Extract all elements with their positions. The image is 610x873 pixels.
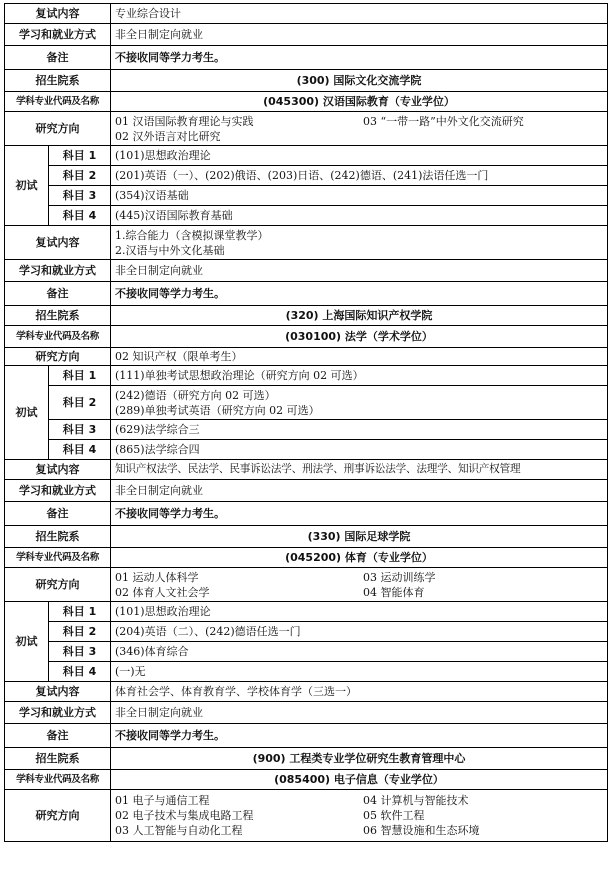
mode-value: 非全日制定向就业 bbox=[111, 260, 608, 282]
mode-row bbox=[5, 260, 608, 282]
note-label: 备注 bbox=[5, 724, 111, 748]
subject-row bbox=[5, 602, 608, 622]
direction-item: 02 电子技术与集成电路工程 bbox=[115, 809, 254, 822]
direction-item: 05 软件工程 bbox=[363, 809, 425, 822]
initial-label: 初试 bbox=[5, 146, 49, 226]
review-label: 复试内容 bbox=[5, 226, 111, 260]
subject-label: 科目 3 bbox=[49, 642, 111, 662]
mode-row bbox=[5, 702, 608, 724]
subject-row bbox=[5, 166, 608, 186]
major-label: 学科专业代码及名称 bbox=[5, 770, 111, 790]
subject-label: 科目 4 bbox=[49, 440, 111, 460]
subject-value: (865)法学综合四 bbox=[111, 440, 608, 460]
direction-label: 研究方向 bbox=[5, 348, 111, 366]
review-label: 复试内容 bbox=[5, 460, 111, 480]
subject-row bbox=[5, 622, 608, 642]
note-label: 备注 bbox=[5, 502, 111, 526]
note-value: 不接收同等学力考生。 bbox=[111, 724, 608, 748]
direction-item: 01 电子与通信工程 bbox=[115, 794, 210, 807]
subject-value bbox=[111, 386, 608, 420]
initial-label: 初试 bbox=[5, 602, 49, 682]
major-label: 学科专业代码及名称 bbox=[5, 548, 111, 568]
subject-row bbox=[5, 146, 608, 166]
note-value: 不接收同等学力考生。 bbox=[111, 46, 608, 70]
direction-item: 02 体育人文社会学 bbox=[115, 585, 210, 599]
college-label: 招生院系 bbox=[5, 748, 111, 770]
subject-value: (一)无 bbox=[111, 662, 608, 682]
subject-label: 科目 2 bbox=[49, 166, 111, 186]
direction-value bbox=[111, 790, 608, 842]
subject-row bbox=[5, 386, 608, 420]
mode-row bbox=[5, 480, 608, 502]
direction-item: 04 计算机与智能技术 bbox=[363, 794, 469, 807]
direction-item: 02 汉外语言对比研究 bbox=[115, 129, 221, 143]
subject-label: 科目 4 bbox=[49, 662, 111, 682]
subject-value: (354)汉语基础 bbox=[111, 186, 608, 206]
direction-item: 04 智能体育 bbox=[363, 585, 425, 599]
review-value: 知识产权法学、民法学、民事诉讼法学、刑法学、刑事诉讼法学、法理学、知识产权管理 bbox=[111, 460, 608, 480]
note-row bbox=[5, 502, 608, 526]
direction-item: 01 汉语国际教育理论与实践 bbox=[115, 114, 254, 128]
review-value: 体育社会学、体育教育学、学校体育学（三选一） bbox=[111, 682, 608, 702]
college-value: (320) 上海国际知识产权学院 bbox=[111, 306, 608, 326]
college-row bbox=[5, 70, 608, 92]
subject-row bbox=[5, 662, 608, 682]
direction-row bbox=[5, 790, 608, 842]
direction-row bbox=[5, 568, 608, 602]
direction-item: 01 运动人体科学 bbox=[115, 570, 199, 584]
subject-value: (346)体育综合 bbox=[111, 642, 608, 662]
college-row bbox=[5, 748, 608, 770]
direction-label: 研究方向 bbox=[5, 790, 111, 842]
admissions-table bbox=[4, 3, 608, 842]
mode-label: 学习和就业方式 bbox=[5, 702, 111, 724]
mode-value: 非全日制定向就业 bbox=[111, 702, 608, 724]
subject-row bbox=[5, 186, 608, 206]
note-value: 不接收同等学力考生。 bbox=[111, 502, 608, 526]
mode-label: 学习和就业方式 bbox=[5, 24, 111, 46]
subject-value: (111)单独考试思想政治理论（研究方向 02 可选） bbox=[111, 366, 608, 386]
subject-label: 科目 4 bbox=[49, 206, 111, 226]
major-value: (045300) 汉语国际教育（专业学位） bbox=[111, 92, 608, 112]
subject-row bbox=[5, 440, 608, 460]
direction-row bbox=[5, 112, 608, 146]
review-value: 专业综合设计 bbox=[111, 4, 608, 24]
review-line: 1.综合能力（含模拟课堂教学） bbox=[115, 228, 269, 242]
subject-label: 科目 1 bbox=[49, 146, 111, 166]
direction-item: 03 人工智能与自动化工程 bbox=[115, 824, 243, 837]
review-row bbox=[5, 682, 608, 702]
subject-value: (445)汉语国际教育基础 bbox=[111, 206, 608, 226]
subject-value: (101)思想政治理论 bbox=[111, 146, 608, 166]
direction-item: 03 运动训练学 bbox=[363, 570, 436, 584]
direction-value: 02 知识产权（限单考生） bbox=[111, 348, 608, 366]
initial-label: 初试 bbox=[5, 366, 49, 460]
major-row bbox=[5, 326, 608, 348]
review-label: 复试内容 bbox=[5, 682, 111, 702]
major-label: 学科专业代码及名称 bbox=[5, 326, 111, 348]
major-value: (085400) 电子信息（专业学位） bbox=[111, 770, 608, 790]
note-value: 不接收同等学力考生。 bbox=[111, 282, 608, 306]
subject-row bbox=[5, 206, 608, 226]
review-row bbox=[5, 460, 608, 480]
note-label: 备注 bbox=[5, 282, 111, 306]
college-label: 招生院系 bbox=[5, 526, 111, 548]
major-row bbox=[5, 770, 608, 790]
subject-label: 科目 2 bbox=[49, 386, 111, 420]
direction-item: 06 智慧设施和生态环境 bbox=[363, 824, 480, 837]
college-label: 招生院系 bbox=[5, 70, 111, 92]
subject-value: (201)英语（一）、(202)俄语、(203)日语、(242)德语、(241)法语任选一门 bbox=[111, 166, 608, 186]
college-row bbox=[5, 526, 608, 548]
direction-row bbox=[5, 348, 608, 366]
college-row bbox=[5, 306, 608, 326]
subject-label: 科目 3 bbox=[49, 186, 111, 206]
direction-label: 研究方向 bbox=[5, 112, 111, 146]
review-line: 2.汉语与中外文化基础 bbox=[115, 243, 225, 257]
major-value: (045200) 体育（专业学位） bbox=[111, 548, 608, 568]
subject-label: 科目 1 bbox=[49, 366, 111, 386]
college-label: 招生院系 bbox=[5, 306, 111, 326]
note-row bbox=[5, 282, 608, 306]
subject-value: (101)思想政治理论 bbox=[111, 602, 608, 622]
mode-label: 学习和就业方式 bbox=[5, 260, 111, 282]
subject-value: (204)英语（二）、(242)德语任选一门 bbox=[111, 622, 608, 642]
direction-label: 研究方向 bbox=[5, 568, 111, 602]
subject-row bbox=[5, 366, 608, 386]
review-row bbox=[5, 4, 608, 24]
review-row bbox=[5, 226, 608, 260]
subject-row bbox=[5, 642, 608, 662]
direction-value bbox=[111, 112, 608, 146]
subject-value: (629)法学综合三 bbox=[111, 420, 608, 440]
mode-value: 非全日制定向就业 bbox=[111, 480, 608, 502]
subject-line: (289)单独考试英语（研究方向 02 可选） bbox=[115, 403, 320, 417]
college-value: (900) 工程类专业学位研究生教育管理中心 bbox=[111, 748, 608, 770]
note-row bbox=[5, 724, 608, 748]
direction-value bbox=[111, 568, 608, 602]
subject-row bbox=[5, 420, 608, 440]
subject-label: 科目 3 bbox=[49, 420, 111, 440]
mode-row bbox=[5, 24, 608, 46]
major-value: (030100) 法学（学术学位） bbox=[111, 326, 608, 348]
subject-line: (242)德语（研究方向 02 可选） bbox=[115, 388, 276, 402]
note-row bbox=[5, 46, 608, 70]
major-label: 学科专业代码及名称 bbox=[5, 92, 111, 112]
review-value bbox=[111, 226, 608, 260]
note-label: 备注 bbox=[5, 46, 111, 70]
direction-item: 03 “一带一路”中外文化交流研究 bbox=[363, 114, 524, 128]
college-value: (300) 国际文化交流学院 bbox=[111, 70, 608, 92]
mode-label: 学习和就业方式 bbox=[5, 480, 111, 502]
major-row bbox=[5, 548, 608, 568]
mode-value: 非全日制定向就业 bbox=[111, 24, 608, 46]
subject-label: 科目 1 bbox=[49, 602, 111, 622]
major-row bbox=[5, 92, 608, 112]
subject-label: 科目 2 bbox=[49, 622, 111, 642]
review-label: 复试内容 bbox=[5, 4, 111, 24]
college-value: (330) 国际足球学院 bbox=[111, 526, 608, 548]
